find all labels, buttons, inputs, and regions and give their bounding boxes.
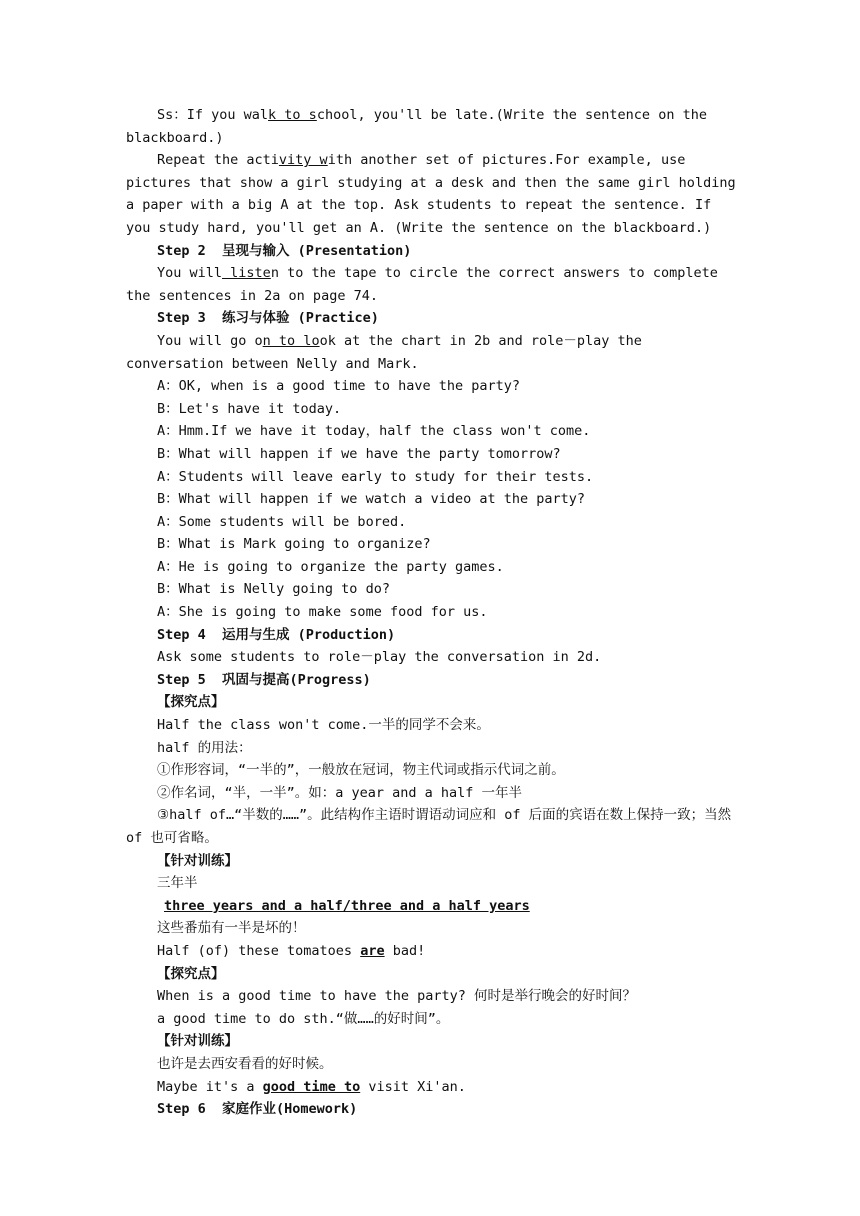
dialogue-line: A：Hmm.If we have it today，half the class won't come. bbox=[157, 423, 591, 440]
dialogue-line: B：What will happen if we have the party tomorrow? bbox=[157, 445, 561, 462]
step-4-heading: Step 4 运用与生成 (Production) bbox=[157, 626, 396, 643]
step-5-heading: Step 5 巩固与提高(Progress) bbox=[157, 671, 371, 688]
practice-prompt: 这些番茄有一半是坏的！ bbox=[157, 920, 306, 937]
text-segment: ok at the chart in 2b and role－play the conversation between Nelly and Mark. bbox=[126, 332, 651, 372]
underlined-segment: n to lo bbox=[262, 332, 320, 349]
practice-answer-line bbox=[126, 940, 736, 963]
practice-answer: three years and a half/three and a half years bbox=[164, 897, 530, 914]
dialogue-line: A：He is going to organize the party games. bbox=[157, 558, 504, 575]
dialogue-ss-line bbox=[126, 104, 736, 149]
paragraph-production: Ask some students to role－play the conversation in 2d. bbox=[157, 649, 602, 666]
text-segment: ith another set of pictures.For example, use pictures that show a girl studying at a desk and then the same girl holding a paper with a big A at the top. Ask students to repeat the sentence. If you study hard, you'll get an A. (Write the sentence on the blackboard.) bbox=[126, 152, 744, 236]
explore-point-heading: 【探究点】 bbox=[157, 965, 225, 982]
practice-prompt: 也许是去西安看看的好时候。 bbox=[157, 1055, 333, 1072]
document-body bbox=[126, 104, 744, 1121]
dialogue-line: B：What will happen if we watch a video at the party? bbox=[157, 491, 586, 508]
usage-note: a good time to do sth.“做……的好时间”。 bbox=[157, 1010, 450, 1027]
text-segment: visit Xi'an. bbox=[360, 1078, 466, 1095]
dialogue-line: B：What is Nelly going to do? bbox=[157, 581, 390, 598]
explore-point-heading: 【探究点】 bbox=[157, 694, 225, 711]
dialogue-line: B：Let's have it today. bbox=[157, 400, 342, 417]
text-segment: n to the tape to circle the correct answers to complete the sentences in 2a on page 74. bbox=[126, 265, 726, 304]
step-3-heading: Step 3 练习与体验 (Practice) bbox=[157, 310, 379, 327]
dialogue-line: A：Some students will be bored. bbox=[157, 513, 407, 530]
underlined-segment: k to s bbox=[268, 107, 317, 123]
practice-prompt: 三年半 bbox=[157, 875, 198, 892]
dialogue-line: B：What is Mark going to organize? bbox=[157, 536, 431, 553]
dialogue-line: A：OK, when is a good time to have the party? bbox=[157, 378, 520, 395]
text-segment: Ss：If you wal bbox=[157, 107, 269, 123]
usage-item-1: ①作形容词，“一半的”，一般放在冠词，物主代词或指示代词之前。 bbox=[157, 762, 565, 779]
practice-answer-line bbox=[126, 1076, 736, 1099]
dialogue-line: A：She is going to make some food for us. bbox=[157, 604, 488, 621]
text-segment: You will bbox=[157, 265, 223, 282]
practice-heading: 【针对训练】 bbox=[157, 1033, 238, 1050]
example-sentence: Half the class won't come.一半的同学不会来。 bbox=[157, 717, 490, 734]
dialogue-line: A：Students will leave early to study for their tests. bbox=[157, 468, 594, 485]
text-segment: You will go o bbox=[157, 332, 263, 349]
text-segment: Repeat the acti bbox=[157, 152, 279, 169]
paragraph-repeat-activity bbox=[126, 149, 744, 239]
text-segment: Half (of) these tomatoes bbox=[157, 942, 361, 959]
answer-blank: are bbox=[360, 942, 385, 959]
paragraph-listen bbox=[126, 262, 736, 307]
usage-title: half 的用法： bbox=[157, 739, 252, 756]
step-6-heading: Step 6 家庭作业(Homework) bbox=[157, 1101, 358, 1118]
step-2-heading: Step 2 呈现与输入 (Presentation) bbox=[157, 242, 412, 259]
usage-item-2: ②作名词，“半，一半”。如：a year and a half 一年半 bbox=[157, 784, 523, 801]
paragraph-roleplay bbox=[126, 330, 736, 375]
text-segment: bad! bbox=[384, 942, 426, 959]
usage-item-3: ③half of…“半数的……”。此结构作主语时谓语动词应和 of 后面的宾语在数上保持一致；当然 of 也可省略。 bbox=[126, 807, 740, 846]
example-sentence: When is a good time to have the party? 何时是举行晚会的好时间？ bbox=[157, 988, 636, 1005]
underlined-segment: liste bbox=[222, 265, 271, 282]
underlined-segment: vity w bbox=[278, 152, 328, 169]
text-segment: chool, you'll be late.(Write the sentence on the blackboard.) bbox=[126, 107, 716, 146]
answer-blank: good time to bbox=[262, 1078, 361, 1095]
practice-heading: 【针对训练】 bbox=[157, 852, 238, 869]
text-segment: Maybe it's a bbox=[157, 1078, 263, 1095]
